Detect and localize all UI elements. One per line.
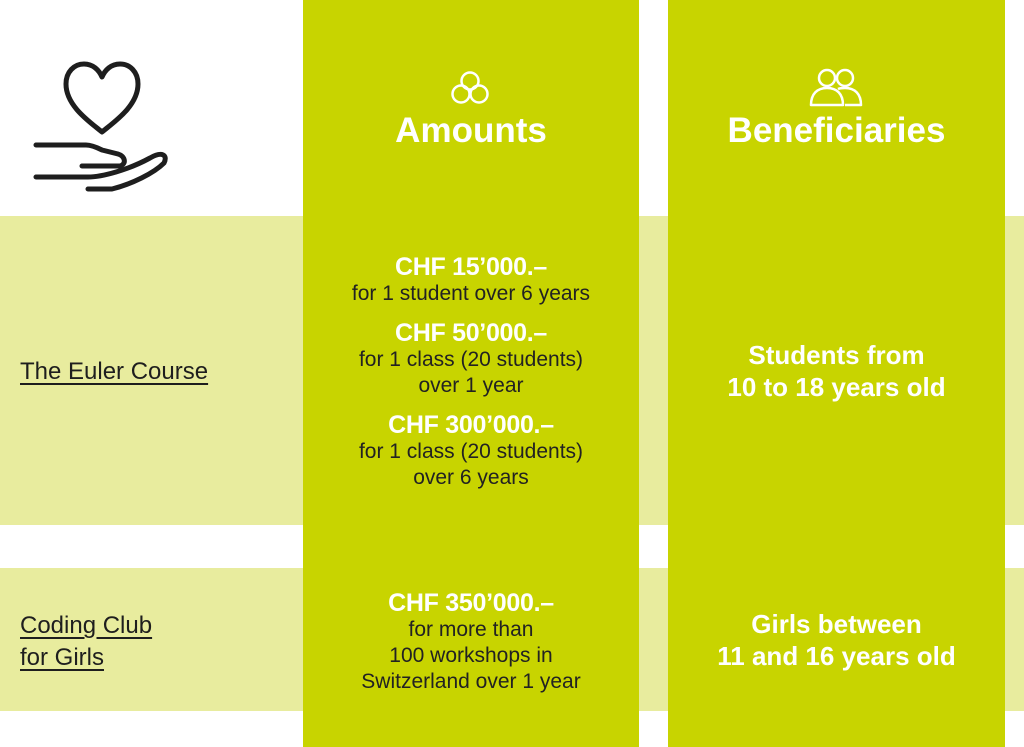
people-icon	[808, 66, 864, 108]
beneficiaries-cell-euler	[668, 216, 1005, 525]
amounts-cell-coding-club	[303, 580, 639, 704]
amount-description: for 1 class (20 students) over 1 year	[358, 348, 584, 397]
beneficiaries-header: Beneficiaries	[727, 111, 946, 150]
amount-price: CHF 15’000.–	[394, 253, 548, 281]
amount-description: for 1 class (20 students) over 6 years	[358, 440, 584, 489]
amount-price: CHF 350’000.–	[388, 589, 554, 617]
amount-description: for more than 100 workshops in Switzerland over 1 year	[361, 618, 581, 693]
beneficiaries-text: Girls between 11 and 16 years old	[717, 608, 956, 671]
amount-price: CHF 50’000.–	[394, 319, 548, 347]
row-label-euler-course[interactable]: The Euler Course	[20, 358, 209, 385]
heart-in-hand-icon	[32, 60, 172, 194]
amount-description: for 1 student over 6 years	[351, 282, 591, 305]
amount-option	[352, 253, 590, 307]
amount-option	[361, 589, 580, 695]
amount-option	[359, 319, 583, 399]
amounts-header: Amounts	[395, 111, 547, 150]
beneficiaries-cell-coding-club	[668, 568, 1005, 711]
amounts-cell-euler	[303, 238, 639, 506]
beneficiaries-text: Students from 10 to 18 years old	[727, 339, 946, 402]
row-label-coding-club[interactable]: Coding Club for Girls	[20, 612, 153, 671]
amount-option	[359, 411, 583, 491]
amount-price: CHF 300’000.–	[388, 411, 554, 439]
coins-icon	[450, 70, 490, 106]
